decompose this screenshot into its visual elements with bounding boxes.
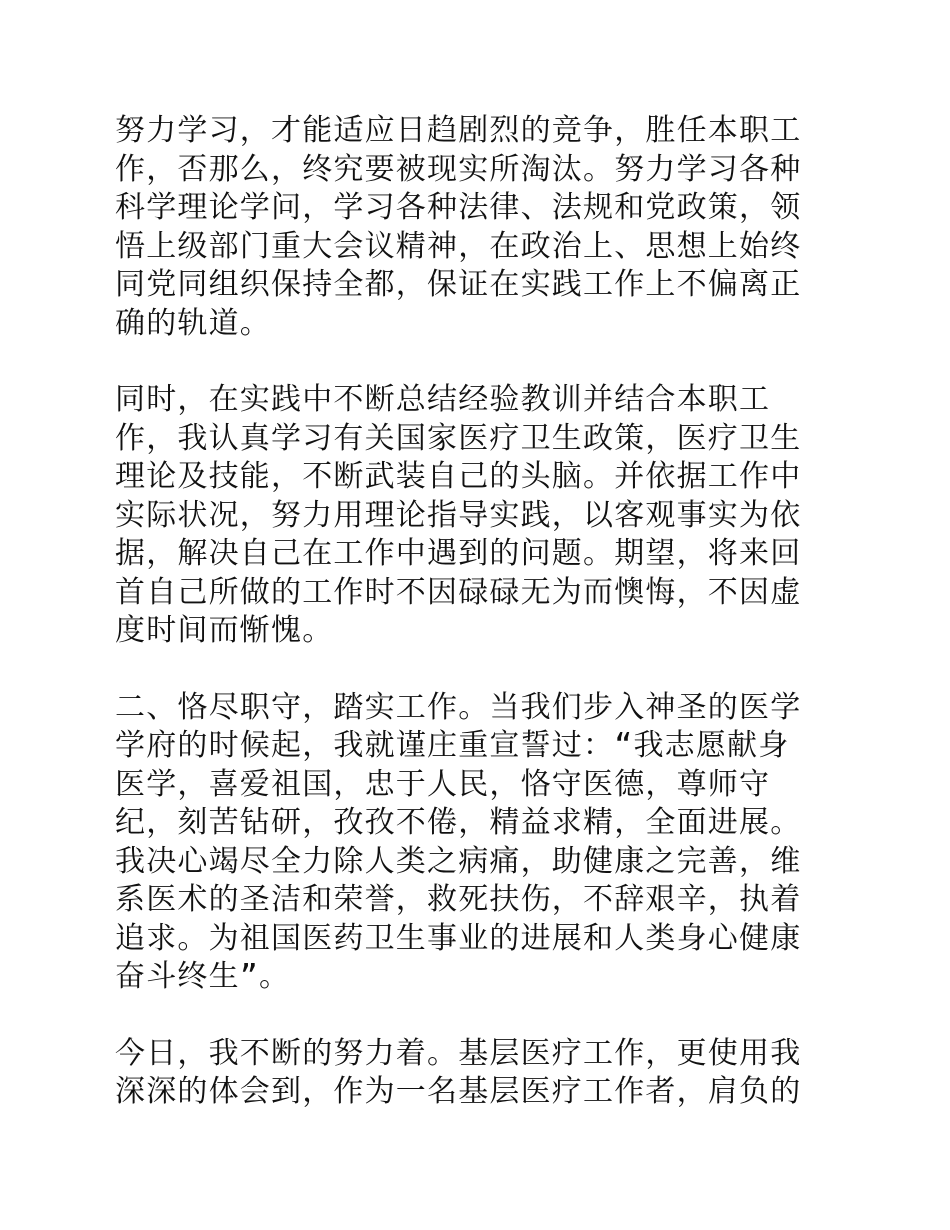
- paragraph-study: [115, 112, 835, 343]
- text-line: 纪，刻苦钻研，孜孜不倦，精益求精，全面进展。: [115, 805, 802, 840]
- text-line: 悟上级部门重大会议精神，在政治上、思想上始终: [115, 228, 802, 264]
- document-body: [115, 112, 835, 1150]
- text-line: 首自己所做的工作时不因碌碌无为而懊悔，不因虚: [115, 574, 802, 610]
- text-line: 作，否那么，终究要被现实所淘汰。努力学习各种: [115, 151, 802, 187]
- paragraph-practice: [115, 381, 835, 651]
- text-line: 同党同组织保持全都，保证在实践工作上不偏离正: [115, 267, 802, 302]
- text-line: 追求。为祖国医药卫生事业的进展和人类身心健康: [115, 920, 802, 956]
- paragraph-oath: [115, 689, 835, 997]
- text-line: 我决心竭尽全力除人类之病痛，助健康之完善，维: [115, 843, 802, 879]
- text-line: 医学，喜爱祖国，忠于人民，恪守医德，尊师守: [115, 766, 771, 802]
- text-line: 奋斗终生”。: [115, 959, 291, 994]
- text-line: 努力学习，才能适应日趋剧烈的竞争，胜任本职工: [115, 113, 802, 148]
- text-line: 度时间而惭愧。: [115, 613, 334, 648]
- text-line: 作，我认真学习有关国家医疗卫生政策，医疗卫生: [115, 420, 802, 456]
- text-line: 实际状况，努力用理论指导实践，以客观事实为依: [115, 497, 802, 533]
- text-line: 深深的体会到，作为一名基层医疗工作者，肩负的: [115, 1074, 802, 1109]
- text-line: 系医术的圣洁和荣誉，救死扶伤，不辞艰辛，执着: [115, 882, 802, 917]
- text-line: 今日，我不断的努力着。基层医疗工作，更使用我: [115, 1035, 802, 1071]
- text-line: 学府的时候起，我就谨庄重宣誓过：“我志愿献身: [115, 728, 790, 763]
- paragraph-today: [115, 1035, 835, 1112]
- text-line: 科学理论学问，学习各种法律、法规和党政策，领: [115, 190, 802, 225]
- text-line: 确的轨道。: [115, 305, 271, 341]
- text-line: 同时，在实践中不断总结经验教训并结合本职工: [115, 382, 771, 417]
- text-line: 二、恪尽职守，踏实工作。当我们步入神圣的医学: [115, 689, 802, 725]
- text-line: 理论及技能，不断武装自己的头脑。并依据工作中: [115, 459, 802, 494]
- text-line: 据，解决自己在工作中遇到的问题。期望，将来回: [115, 536, 802, 571]
